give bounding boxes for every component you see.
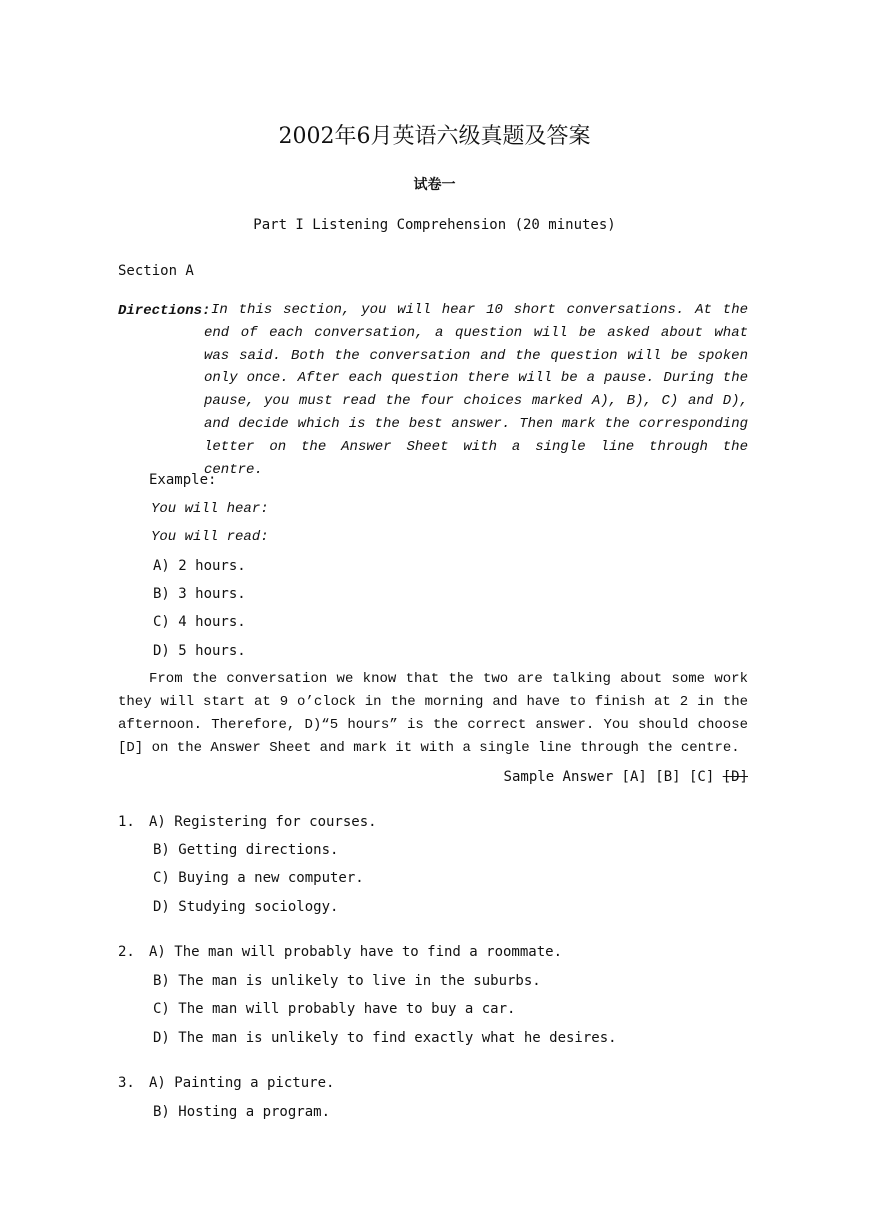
- sample-answer-marked-d: [D]: [722, 769, 748, 785]
- example-you-will-read: You will read:: [151, 529, 269, 545]
- example-option-d: D) 5 hours.: [153, 643, 246, 659]
- question-2-number: 2.: [118, 944, 135, 960]
- sample-answer: [504, 767, 748, 787]
- question-1-option-a: A) Registering for courses.: [149, 814, 377, 830]
- part-heading: Part I Listening Comprehension (20 minutes): [253, 217, 616, 233]
- example-you-will-hear: You will hear:: [151, 501, 269, 517]
- section-heading: Section A: [118, 263, 194, 279]
- question-2-option-c: C) The man will probably have to buy a car.: [153, 1001, 516, 1017]
- example-option-b: B) 3 hours.: [153, 586, 246, 602]
- question-2-option-b: B) The man is unlikely to live in the suburbs.: [153, 973, 541, 989]
- example-label: Example:: [149, 472, 217, 488]
- question-1-number: 1.: [118, 814, 135, 830]
- directions-label: Directions:: [118, 303, 211, 319]
- question-2-option-d: D) The man is unlikely to find exactly what he desires.: [153, 1030, 617, 1046]
- question-3-option-b: B) Hosting a program.: [153, 1104, 331, 1120]
- example-explanation: From the conversation we know that the two are talking about some work they will start at 9 o’clock in the morning and have to finish at 2 in the afternoon. Therefore, D)“5 hours” is the correct answer. You should choose [D] on the Answer Sheet and mark it with a single line through the centre.: [118, 671, 748, 756]
- example-option-c: C) 4 hours.: [153, 614, 246, 630]
- question-1-option-d: D) Studying sociology.: [153, 899, 339, 915]
- question-1-option-c: C) Buying a new computer.: [153, 870, 364, 886]
- question-3-number: 3.: [118, 1075, 135, 1091]
- sample-answer-prefix: Sample Answer [A] [B] [C]: [503, 769, 723, 785]
- question-3-option-a: A) Painting a picture.: [149, 1075, 335, 1091]
- question-2-option-a: A) The man will probably have to find a roommate.: [149, 944, 563, 960]
- paper-subtitle: 试卷一: [413, 177, 456, 193]
- directions-body: In this section, you will hear 10 short conversations. At the end of each conversation, a question will be asked about what was said. Both the conversation and the question will be spoken only once. After each question there will be a pause. During the pause, you must read the four choices marked A), B), C) and D), and decide which is the best answer. Then mark the corresponding letter on the Answer Sheet with a single line through the centre.: [204, 302, 748, 478]
- question-1-option-b: B) Getting directions.: [153, 842, 339, 858]
- page-title: 2002年6月英语六级真题及答案: [278, 124, 591, 149]
- directions-text: [204, 299, 748, 481]
- example-option-a: A) 2 hours.: [153, 558, 246, 574]
